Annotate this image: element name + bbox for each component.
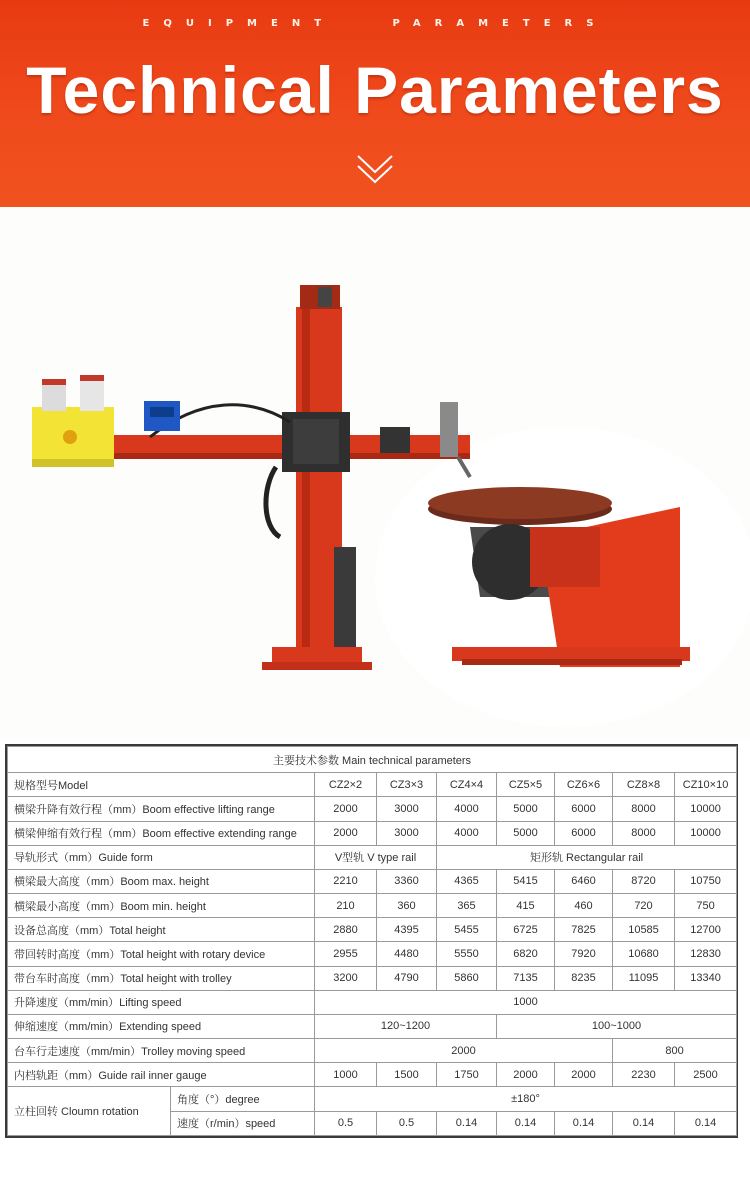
value-cell: 6725 <box>497 918 555 942</box>
table-row <box>8 918 737 942</box>
row-label: 横梁升降有效行程（mm）Boom effective lifting range <box>8 797 315 821</box>
row-label: 横梁最大高度（mm）Boom max. height <box>8 869 315 893</box>
value-cell: 4000 <box>437 797 497 821</box>
product-photo <box>0 207 750 740</box>
row-label: 台车行走速度（mm/min）Trolley moving speed <box>8 1039 315 1063</box>
table-caption: 主要技术参数 Main technical parameters <box>8 747 737 773</box>
value-cell: 12700 <box>675 918 737 942</box>
value-cell: 7825 <box>555 918 613 942</box>
value-cell: 2000 <box>555 1063 613 1087</box>
model-cell: CZ3×3 <box>377 773 437 797</box>
value-cell: 5550 <box>437 942 497 966</box>
value-cell: 2000 <box>497 1063 555 1087</box>
value-cell: 365 <box>437 894 497 918</box>
row-label: 设备总高度（mm）Total height <box>8 918 315 942</box>
table-row <box>8 894 737 918</box>
model-cell: CZ6×6 <box>555 773 613 797</box>
value-cell: 10585 <box>613 918 675 942</box>
value-cell: 0.5 <box>377 1111 437 1135</box>
eyebrow-right: PARAMETERS <box>392 18 608 29</box>
table-row <box>8 966 737 990</box>
row-label: 横梁最小高度（mm）Boom min. height <box>8 894 315 918</box>
row-sublabel: 角度（°）degree <box>171 1087 315 1111</box>
value-cell: 1000 <box>315 1063 377 1087</box>
value-cell: ±180° <box>315 1087 737 1111</box>
page-title: Technical Parameters <box>26 53 724 127</box>
value-cell: 13340 <box>675 966 737 990</box>
value-cell: 8720 <box>613 869 675 893</box>
double-chevron-down-icon <box>356 152 394 188</box>
value-cell: 0.14 <box>613 1111 675 1135</box>
value-cell: 3000 <box>377 797 437 821</box>
value-cell: 210 <box>315 894 377 918</box>
row-label: 立柱回转 Cloumn rotation <box>8 1087 171 1136</box>
model-cell: CZ2×2 <box>315 773 377 797</box>
value-cell: 360 <box>377 894 437 918</box>
row-label: 导轨形式（mm）Guide form <box>8 845 315 869</box>
value-cell: 6460 <box>555 869 613 893</box>
value-cell: 12830 <box>675 942 737 966</box>
table-row <box>8 845 737 869</box>
value-cell: 2500 <box>675 1063 737 1087</box>
model-cell: CZ8×8 <box>613 773 675 797</box>
parameters-table <box>5 744 738 1138</box>
banner-eyebrow <box>0 18 750 29</box>
value-cell: 0.14 <box>555 1111 613 1135</box>
welding-manipulator-image <box>0 207 750 740</box>
row-label: 升降速度（mm/min）Lifting speed <box>8 990 315 1014</box>
value-cell: 矩形轨 Rectangular rail <box>437 845 737 869</box>
model-cell: CZ4×4 <box>437 773 497 797</box>
value-cell: 5000 <box>497 797 555 821</box>
models-label: 规格型号Model <box>8 773 315 797</box>
value-cell: 460 <box>555 894 613 918</box>
value-cell: 10750 <box>675 869 737 893</box>
row-label: 横梁伸缩有效行程（mm）Boom effective extending range <box>8 821 315 845</box>
value-cell: 100~1000 <box>497 1014 737 1038</box>
value-cell: 0.14 <box>437 1111 497 1135</box>
table-row <box>8 990 737 1014</box>
value-cell: 6820 <box>497 942 555 966</box>
model-cell: CZ10×10 <box>675 773 737 797</box>
value-cell: 2000 <box>315 821 377 845</box>
table-row <box>8 1014 737 1038</box>
value-cell: 4365 <box>437 869 497 893</box>
model-cell: CZ5×5 <box>497 773 555 797</box>
table-caption-row <box>8 747 737 773</box>
eyebrow-left: EQUIPMENT <box>142 18 336 29</box>
value-cell: 120~1200 <box>315 1014 497 1038</box>
value-cell: 7920 <box>555 942 613 966</box>
value-cell: 11095 <box>613 966 675 990</box>
value-cell: 2955 <box>315 942 377 966</box>
table-row <box>8 797 737 821</box>
table-row <box>8 1063 737 1087</box>
value-cell: 6000 <box>555 797 613 821</box>
value-cell: 800 <box>613 1039 737 1063</box>
value-cell: 2210 <box>315 869 377 893</box>
table-row <box>8 1087 737 1111</box>
value-cell: 2000 <box>315 1039 613 1063</box>
row-label: 带回转时高度（mm）Total height with rotary device <box>8 942 315 966</box>
value-cell: 4480 <box>377 942 437 966</box>
value-cell: 8235 <box>555 966 613 990</box>
value-cell: 4790 <box>377 966 437 990</box>
table-row <box>8 821 737 845</box>
value-cell: 0.5 <box>315 1111 377 1135</box>
table-row <box>8 869 737 893</box>
value-cell: 2880 <box>315 918 377 942</box>
table-row <box>8 942 737 966</box>
value-cell: 5860 <box>437 966 497 990</box>
value-cell: 2000 <box>315 797 377 821</box>
value-cell: 3000 <box>377 821 437 845</box>
value-cell: 0.14 <box>675 1111 737 1135</box>
value-cell: 7135 <box>497 966 555 990</box>
value-cell: 5455 <box>437 918 497 942</box>
row-label: 伸缩速度（mm/min）Extending speed <box>8 1014 315 1038</box>
value-cell: 6000 <box>555 821 613 845</box>
value-cell: 5000 <box>497 821 555 845</box>
value-cell: 5415 <box>497 869 555 893</box>
value-cell: 8000 <box>613 797 675 821</box>
value-cell: 3360 <box>377 869 437 893</box>
value-cell: 8000 <box>613 821 675 845</box>
value-cell: 4000 <box>437 821 497 845</box>
value-cell: 415 <box>497 894 555 918</box>
value-cell: V型轨 V type rail <box>315 845 437 869</box>
value-cell: 10000 <box>675 821 737 845</box>
table-row <box>8 1039 737 1063</box>
value-cell: 4395 <box>377 918 437 942</box>
value-cell: 0.14 <box>497 1111 555 1135</box>
value-cell: 1000 <box>315 990 737 1014</box>
value-cell: 720 <box>613 894 675 918</box>
row-label: 带台车时高度（mm）Total height with trolley <box>8 966 315 990</box>
value-cell: 2230 <box>613 1063 675 1087</box>
value-cell: 750 <box>675 894 737 918</box>
value-cell: 10000 <box>675 797 737 821</box>
row-label: 内档轨距（mm）Guide rail inner gauge <box>8 1063 315 1087</box>
row-sublabel: 速度（r/min）speed <box>171 1111 315 1135</box>
header-banner <box>0 0 750 207</box>
value-cell: 3200 <box>315 966 377 990</box>
value-cell: 10680 <box>613 942 675 966</box>
value-cell: 1750 <box>437 1063 497 1087</box>
table-row <box>8 773 737 797</box>
value-cell: 1500 <box>377 1063 437 1087</box>
